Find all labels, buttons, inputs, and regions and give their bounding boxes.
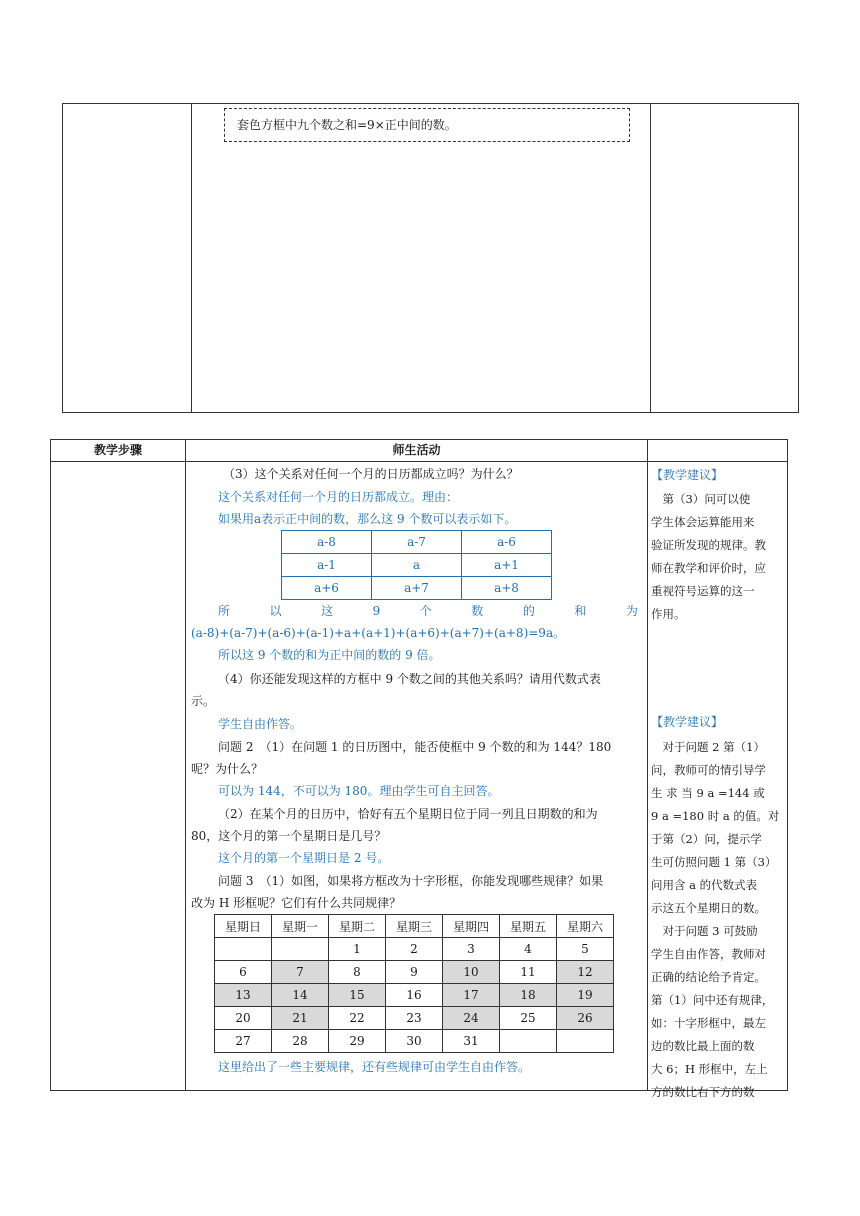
sidebar-heading-1: 【教学建议】 bbox=[651, 468, 724, 482]
sidebar-text-line: 于第（2）问，提示学 bbox=[651, 832, 762, 846]
calendar-day-cell: 8 bbox=[329, 961, 386, 984]
calendar-day-cell: 28 bbox=[272, 1030, 329, 1053]
calendar-day-cell: 11 bbox=[500, 961, 557, 984]
column-divider bbox=[647, 440, 648, 1090]
problem3-line-1: 问题 3 （1）如图，如果将方框改为十字形框，你能发现哪些规律？如果 bbox=[218, 874, 604, 888]
calendar-header-cell: 星期四 bbox=[443, 915, 500, 938]
problem2-line-1: 问题 2 （1）在问题 1 的日历图中，能否使框中 9 个数的和为 144？180 bbox=[218, 740, 612, 754]
calendar-day-cell: 21 bbox=[272, 1007, 329, 1030]
sidebar-text-line: 生可仿照问题 1 第（3） bbox=[651, 855, 777, 869]
sum-line bbox=[218, 603, 638, 619]
sum-word: 个 bbox=[419, 604, 432, 618]
problem2-2-answer: 这个月的第一个星期日是 2 号。 bbox=[218, 851, 390, 865]
calendar-day-cell: 5 bbox=[557, 938, 614, 961]
calendar-day-cell: 19 bbox=[557, 984, 614, 1007]
calendar-header-cell: 星期六 bbox=[557, 915, 614, 938]
sidebar-text-line: 方的数比右下方的数 bbox=[651, 1085, 755, 1099]
sidebar-text-line: 验证所发现的规律。教 bbox=[651, 538, 766, 552]
sidebar-text-line: 如：十字形框中，最左 bbox=[651, 1016, 766, 1030]
expr-cell: a-1 bbox=[282, 554, 372, 577]
sidebar-text-line: 第（1）问中还有规律， bbox=[651, 993, 774, 1007]
sidebar-text-line: 生 求 当 9 a =144 或 bbox=[651, 786, 765, 800]
sidebar-text-line: 学生自由作答，教师对 bbox=[651, 947, 766, 961]
sum-word: 的 bbox=[522, 604, 535, 618]
calendar-header-cell: 星期日 bbox=[215, 915, 272, 938]
calendar-header-cell: 星期一 bbox=[272, 915, 329, 938]
sum-formula: (a-8)+(a-7)+(a-6)+(a-1)+a+(a+1)+(a+6)+(a+7)+(a+8)=9a。 bbox=[191, 626, 566, 640]
sidebar-text-line: 学生体会运算能用来 bbox=[651, 515, 755, 529]
q3-question: （3）这个关系对任何一个月的日历都成立吗？为什么？ bbox=[223, 467, 519, 481]
sidebar-paragraph-2 bbox=[651, 736, 787, 1104]
sum-conclusion: 所以这 9 个数的和为正中间的数的 9 倍。 bbox=[218, 648, 441, 662]
calendar-day-cell: 1 bbox=[329, 938, 386, 961]
sum-word: 为 bbox=[625, 604, 638, 618]
q4-line-2: 示。 bbox=[191, 694, 216, 708]
calendar-day-cell: 9 bbox=[386, 961, 443, 984]
sidebar-text-line: 师在教学和评价时，应 bbox=[651, 561, 766, 575]
calendar-day-cell: 18 bbox=[500, 984, 557, 1007]
sidebar-text-line: 对于问题 2 第（1） bbox=[651, 740, 765, 754]
problem2-2-line-1: （2）在某个月的日历中，恰好有五个星期日位于同一列且日期数的和为 bbox=[218, 807, 598, 821]
problem2-line-2: 呢？为什么？ bbox=[191, 762, 264, 776]
sidebar-text-line: 对于问题 3 可鼓励 bbox=[651, 924, 758, 938]
problem3-answer: 这里给出了一些主要规律，还有些规律可由学生自由作答。 bbox=[218, 1060, 531, 1074]
expr-cell: a+1 bbox=[462, 554, 552, 577]
calendar-day-cell: 30 bbox=[386, 1030, 443, 1053]
calendar-day-cell: 23 bbox=[386, 1007, 443, 1030]
sidebar-heading-2: 【教学建议】 bbox=[651, 715, 724, 729]
calendar-day-cell: 2 bbox=[386, 938, 443, 961]
calendar-header-cell: 星期二 bbox=[329, 915, 386, 938]
calendar-day-cell: 7 bbox=[272, 961, 329, 984]
sidebar-text-line: 问，教师可的情引导学 bbox=[651, 763, 766, 777]
sidebar-text-line: 第（3）问可以使 bbox=[651, 492, 751, 506]
calendar-day-cell bbox=[215, 938, 272, 961]
expr-cell: a-8 bbox=[282, 531, 372, 554]
calendar-day-cell: 20 bbox=[215, 1007, 272, 1030]
sidebar-text-line: 问用含 a 的代数式表 bbox=[651, 878, 758, 892]
calendar-day-cell: 16 bbox=[386, 984, 443, 1007]
q4-line-1: （4）你还能发现这样的方框中 9 个数之间的其他关系吗？请用代数式表 bbox=[218, 672, 601, 686]
header-steps: 教学步骤 bbox=[93, 443, 142, 457]
calendar-table bbox=[214, 914, 614, 1053]
expr-cell: a+7 bbox=[372, 577, 462, 600]
calendar-day-cell bbox=[557, 1030, 614, 1053]
calendar-day-cell: 4 bbox=[500, 938, 557, 961]
calendar-day-cell: 31 bbox=[443, 1030, 500, 1053]
problem2-answer: 可以为 144，不可以为 180。理由学生可自主回答。 bbox=[218, 784, 500, 798]
calendar-day-cell: 22 bbox=[329, 1007, 386, 1030]
sum-word: 和 bbox=[574, 604, 587, 618]
sum-word: 这 bbox=[321, 604, 334, 618]
expr-cell: a+6 bbox=[282, 577, 372, 600]
sum-word: 以 bbox=[269, 604, 282, 618]
summary-box: 套色方框中九个数之和=9×正中间的数。 bbox=[224, 108, 630, 142]
calendar-day-cell: 25 bbox=[500, 1007, 557, 1030]
sum-word: 所 bbox=[218, 604, 231, 618]
calendar-day-cell: 15 bbox=[329, 984, 386, 1007]
expr-cell: a-6 bbox=[462, 531, 552, 554]
q3-answer-2: 如果用a表示正中间的数，那么这 9 个数可以表示如下。 bbox=[218, 512, 517, 526]
top-table bbox=[62, 103, 799, 413]
expr-cell: a+8 bbox=[462, 577, 552, 600]
q4-answer: 学生自由作答。 bbox=[218, 717, 303, 731]
sidebar-text-line: 正确的结论给予肯定。 bbox=[651, 970, 766, 984]
q3-answer-1: 这个关系对任何一个月的日历都成立。理由： bbox=[218, 490, 459, 504]
sidebar-text-line: 重视符号运算的这一 bbox=[651, 584, 755, 598]
header-divider bbox=[51, 461, 787, 462]
calendar-day-cell: 3 bbox=[443, 938, 500, 961]
calendar-day-cell: 29 bbox=[329, 1030, 386, 1053]
calendar-day-cell: 24 bbox=[443, 1007, 500, 1030]
calendar-day-cell: 26 bbox=[557, 1007, 614, 1030]
expression-grid bbox=[281, 530, 552, 600]
calendar-day-cell bbox=[500, 1030, 557, 1053]
calendar-day-cell: 13 bbox=[215, 984, 272, 1007]
sidebar-text-line: 边的数比最上面的数 bbox=[651, 1039, 755, 1053]
sidebar-text-line: 9 a =180 时 a 的值。对 bbox=[651, 809, 780, 823]
expr-cell: a bbox=[372, 554, 462, 577]
column-divider bbox=[650, 104, 651, 412]
main-table bbox=[50, 439, 788, 1099]
header-activities: 师生活动 bbox=[392, 443, 441, 457]
problem3-line-2: 改为 H 形框呢？它们有什么共同规律？ bbox=[191, 896, 402, 910]
calendar-header-cell: 星期五 bbox=[500, 915, 557, 938]
calendar-day-cell: 12 bbox=[557, 961, 614, 984]
sidebar-text-line: 大 6；H 形框中，左上 bbox=[651, 1062, 768, 1076]
column-divider bbox=[185, 440, 186, 1090]
sum-word: 9 bbox=[372, 604, 381, 618]
calendar-day-cell: 10 bbox=[443, 961, 500, 984]
calendar-day-cell: 6 bbox=[215, 961, 272, 984]
calendar-header-cell: 星期三 bbox=[386, 915, 443, 938]
sidebar-paragraph-1 bbox=[651, 488, 787, 626]
expr-cell: a-7 bbox=[372, 531, 462, 554]
problem2-2-line-2: 80，这个月的第一个星期日是几号？ bbox=[191, 829, 387, 843]
calendar-day-cell: 17 bbox=[443, 984, 500, 1007]
sidebar-text-line: 示这五个星期日的数。 bbox=[651, 901, 766, 915]
sidebar-text-line: 作用。 bbox=[651, 607, 686, 621]
column-divider bbox=[191, 104, 192, 412]
sum-word: 数 bbox=[471, 604, 484, 618]
calendar-day-cell: 14 bbox=[272, 984, 329, 1007]
calendar-day-cell bbox=[272, 938, 329, 961]
calendar-day-cell: 27 bbox=[215, 1030, 272, 1053]
